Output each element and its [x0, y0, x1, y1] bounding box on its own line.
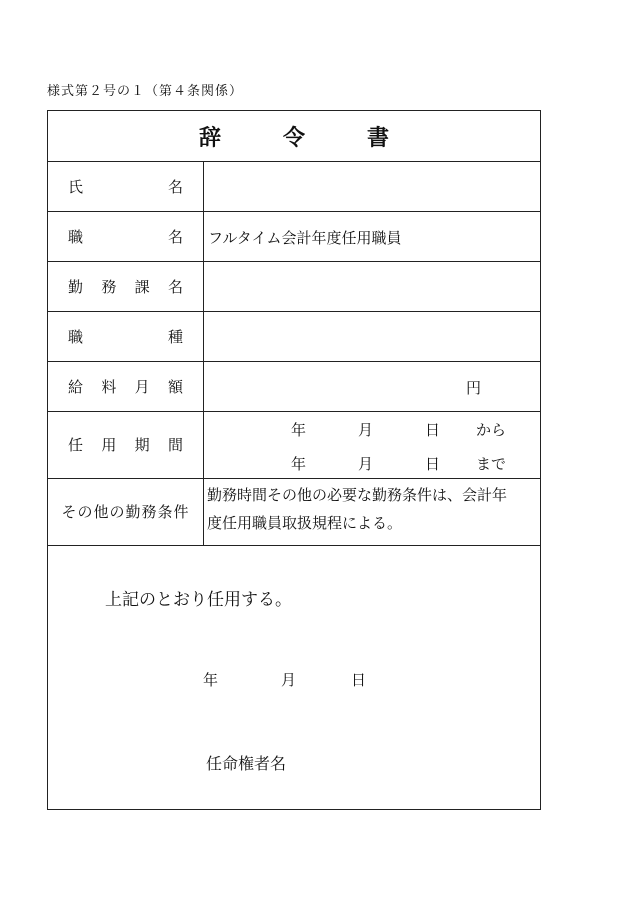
label-char: 勤 — [68, 277, 84, 296]
appointment-form — [47, 110, 541, 810]
appointing-authority: 任命権者名 — [206, 754, 287, 773]
period-to-year: 年 — [291, 455, 307, 473]
document-title — [48, 111, 540, 161]
title-char-2: 令 — [282, 124, 305, 151]
period-to-month: 月 — [358, 455, 374, 473]
label-char: 名 — [167, 177, 183, 196]
label-char: 職 — [68, 327, 84, 346]
other-conditions-text — [207, 481, 540, 537]
declaration-text: 上記のとおり任用する。 — [105, 590, 292, 610]
label-char: 間 — [167, 436, 183, 454]
signature-month: 月 — [281, 671, 297, 689]
label-char: 名 — [167, 227, 183, 246]
job-type-label — [48, 311, 203, 361]
salary-label — [48, 361, 203, 411]
label-char: 氏 — [68, 177, 84, 196]
label-char: 額 — [167, 377, 183, 396]
period-label — [48, 411, 203, 478]
name-label — [48, 161, 203, 211]
label-char: 職 — [68, 227, 84, 246]
form-reference: 様式第２号の１（第４条関係） — [47, 84, 244, 99]
period-to-suffix: まで — [476, 455, 507, 473]
title-char-3: 書 — [367, 124, 390, 151]
period-from-suffix: から — [476, 421, 507, 439]
label-char: 名 — [167, 277, 183, 296]
period-from-day: 日 — [425, 421, 441, 439]
signature-day: 日 — [351, 671, 367, 689]
department-label — [48, 261, 203, 311]
label-char: 務 — [101, 277, 117, 296]
label-char: 種 — [167, 327, 183, 346]
period-to-day: 日 — [425, 455, 441, 473]
job-title-label — [48, 211, 203, 261]
column-divider — [203, 161, 204, 545]
signature-year: 年 — [203, 671, 219, 689]
label-char: 期 — [134, 436, 150, 454]
other-conditions-line: 度任用職員取扱規程による。 — [207, 514, 403, 532]
other-conditions-line: 勤務時間その他の必要な勤務条件は、会計年 — [207, 486, 508, 504]
label-char: 給 — [68, 377, 84, 396]
job-title-value: フルタイム会計年度任用職員 — [208, 229, 402, 247]
yen-unit: 円 — [466, 379, 482, 397]
period-from-month: 月 — [358, 421, 374, 439]
divider — [48, 545, 540, 546]
title-char-1: 辞 — [198, 124, 221, 151]
other-conditions-label: その他の勤務条件 — [61, 503, 190, 521]
label-char: 料 — [101, 377, 117, 396]
label-char: 課 — [134, 277, 150, 296]
label-char: 月 — [134, 377, 150, 396]
label-char: 任 — [68, 436, 84, 454]
label-char: 用 — [101, 436, 117, 454]
period-from-year: 年 — [291, 421, 307, 439]
